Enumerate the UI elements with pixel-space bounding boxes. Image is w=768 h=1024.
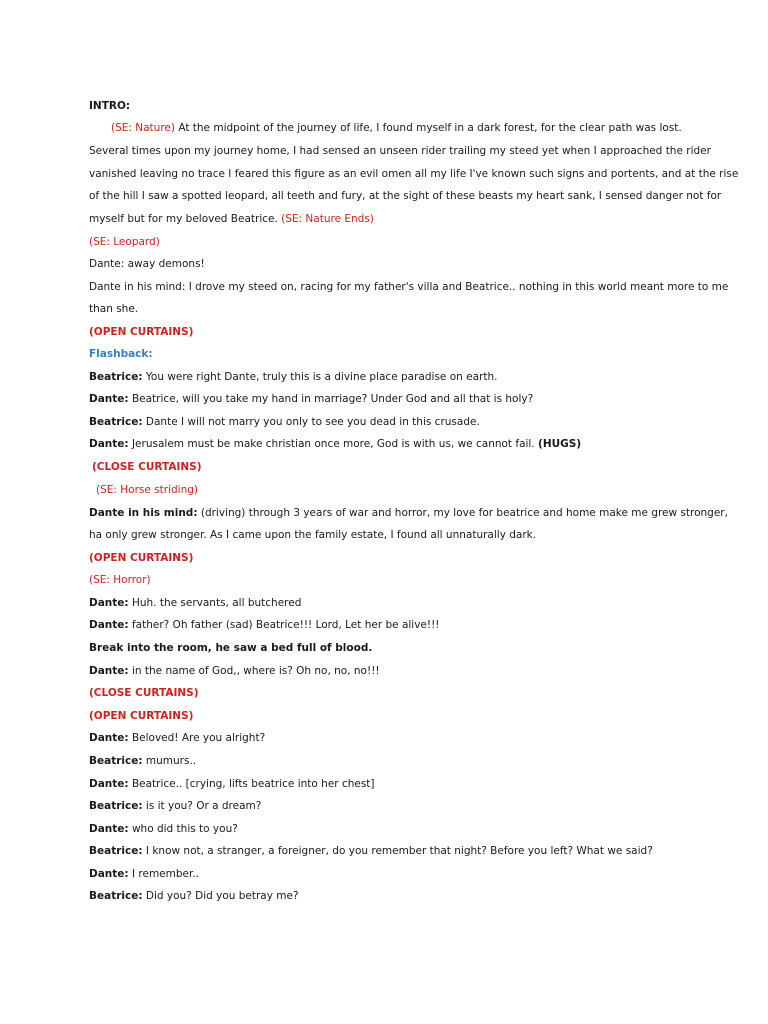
speech: mumurs.. [142, 755, 197, 767]
dialogue-line [89, 618, 440, 632]
flashback-heading: Flashback: [89, 348, 153, 360]
speech: in the name of God,, where is? Oh no, no, no!!! [128, 665, 380, 677]
intro-line-1-text: At the midpoint of the journey of life, I found myself in a dark forest, for the clear path was lost. [174, 122, 682, 134]
speech: I know not, a stranger, a foreigner, do you remember that night? Before you left? What we said? [142, 845, 653, 857]
dialogue-line [89, 799, 261, 813]
speech: I remember.. [128, 868, 200, 880]
se-horror: (SE: Horror) [89, 574, 151, 586]
dialogue-line [89, 777, 375, 791]
speaker: Dante: [89, 868, 129, 880]
dante-mind-line-1: Dante in his mind: I drove my steed on, racing for my father's villa and Beatrice.. nothing in this world meant more to me [89, 281, 729, 293]
speech: Beatrice.. [crying, lifts beatrice into her chest] [128, 778, 375, 790]
speech: You were right Dante, truly this is a divine place paradise on earth. [142, 371, 498, 383]
speaker: Beatrice: [89, 800, 143, 812]
dialogue-line [89, 596, 301, 610]
speech: Beloved! Are you alright? [128, 732, 266, 744]
speaker: Dante: [89, 597, 129, 609]
speaker: Dante: [89, 619, 129, 631]
intro-line-3: vanished leaving no trace I feared this figure as an evil omen all my life I've known such signs and portents, and at the rise [89, 168, 739, 180]
close-curtains: (CLOSE CURTAINS) [89, 687, 199, 699]
dialogue-line [89, 844, 653, 858]
speech: father? Oh father (sad) Beatrice!!! Lord, Let her be alive!!! [128, 619, 440, 631]
speaker: Beatrice: [89, 755, 143, 767]
speech: Beatrice, will you take my hand in marriage? Under God and all that is holy? [128, 393, 534, 405]
speaker: Beatrice: [89, 845, 143, 857]
dialogue-line [89, 754, 196, 768]
speaker: Dante: [89, 823, 129, 835]
dialogue-line [89, 889, 299, 903]
dante-mind-line-2: than she. [89, 303, 139, 315]
dialogue-line [89, 822, 238, 836]
dialogue-line [89, 392, 533, 406]
speech: Dante I will not marry you only to see you dead in this crusade. [142, 416, 480, 428]
speaker: Dante: [89, 778, 129, 790]
speech: (driving) through 3 years of war and horror, my love for beatrice and home make me grew stronger, [197, 507, 728, 519]
speech: Huh. the servants, all butchered [128, 597, 302, 609]
dante-mind-narration-2: ha only grew stronger. As I came upon the family estate, I found all unnaturally dark. [89, 529, 537, 541]
open-curtains: (OPEN CURTAINS) [89, 552, 194, 564]
break-into-room: Break into the room, he saw a bed full of blood. [89, 642, 373, 654]
speaker: Beatrice: [89, 416, 143, 428]
dialogue-line [89, 370, 497, 384]
speech: Did you? Did you betray me? [142, 890, 299, 902]
open-curtains: (OPEN CURTAINS) [89, 710, 194, 722]
dante-mind-narration [89, 506, 728, 520]
se-leopard: (SE: Leopard) [89, 236, 160, 248]
intro-line-1 [111, 121, 682, 135]
dialogue-line [89, 437, 581, 451]
speaker: Dante: [89, 732, 129, 744]
dialogue-line [89, 731, 265, 745]
dialogue-line [89, 867, 199, 881]
dialogue-line [89, 664, 380, 678]
se-nature: (SE: Nature) [111, 122, 175, 134]
speech: Jerusalem must be make christian once more, God is with us, we cannot fail. [128, 438, 539, 450]
intro-heading: INTRO: [89, 100, 131, 112]
speech: is it you? Or a dream? [142, 800, 262, 812]
speaker: Beatrice: [89, 371, 143, 383]
open-curtains: (OPEN CURTAINS) [89, 326, 194, 338]
speaker: Dante: [89, 393, 129, 405]
speech: who did this to you? [128, 823, 238, 835]
speaker: Dante in his mind: [89, 507, 198, 519]
intro-line-2: Several times upon my journey home, I had sensed an unseen rider trailing my steed yet when I approached the rider [89, 145, 711, 157]
speaker: Dante: [89, 665, 129, 677]
speaker: Beatrice: [89, 890, 143, 902]
intro-line-4: of the hill I saw a spotted leopard, all teeth and fury, at the sight of these beasts my heart sank, I sensed danger not for [89, 190, 722, 202]
se-nature-ends: (SE: Nature Ends) [281, 213, 374, 225]
dialogue-line [89, 415, 480, 429]
intro-line-5-text: myself but for my beloved Beatrice. [89, 213, 282, 225]
stage-direction: (HUGS) [538, 438, 582, 450]
dante-away-line: Dante: away demons! [89, 258, 205, 270]
close-curtains: (CLOSE CURTAINS) [92, 461, 202, 473]
se-horse-striding: (SE: Horse striding) [96, 484, 198, 496]
speaker: Dante: [89, 438, 129, 450]
intro-line-5 [89, 212, 374, 226]
